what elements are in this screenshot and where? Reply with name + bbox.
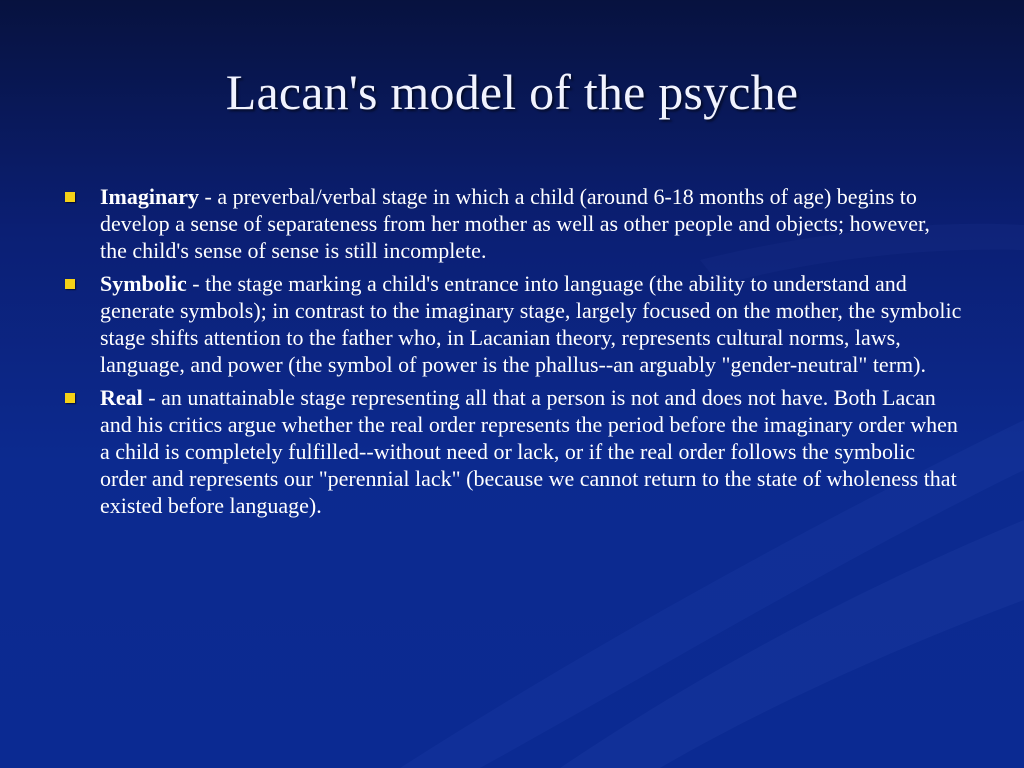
list-item [62,384,962,519]
bullet-term: Real [100,385,143,410]
bullet-term: Imaginary [100,184,199,209]
slide-title: Lacan's model of the psyche [225,64,799,120]
square-bullet-icon [65,192,75,202]
list-item [62,183,962,264]
bullet-term: Symbolic [100,271,187,296]
square-bullet-icon [65,393,75,403]
bullet-text: - an unattainable stage representing all that a person is not and does not have. Both Lacan and his critics argue whether the real order represents the period before the imaginary order when a child is completely fulfilled--without need or lack, or if the real order follows the symbolic order and represents our "perennial lack" (because we cannot return to the state of wholeness that existed before language). [100,385,958,518]
bullet-list [62,183,962,525]
bullet-text: - a preverbal/verbal stage in which a child (around 6-18 months of age) begins to develop a sense of separateness from her mother as well as other people and objects; however, the child's sense of sense is still incomplete. [100,184,930,263]
square-bullet-icon [65,279,75,289]
list-item [62,270,962,378]
bullet-text: - the stage marking a child's entrance into language (the ability to understand and generate symbols); in contrast to the imaginary stage, largely focused on the mother, the symbolic stage shifts attention to the father who, in Lacanian theory, represents cultural norms, laws, language, and power (the symbol of power is the phallus--an arguably "gender-neutral" term). [100,271,962,377]
